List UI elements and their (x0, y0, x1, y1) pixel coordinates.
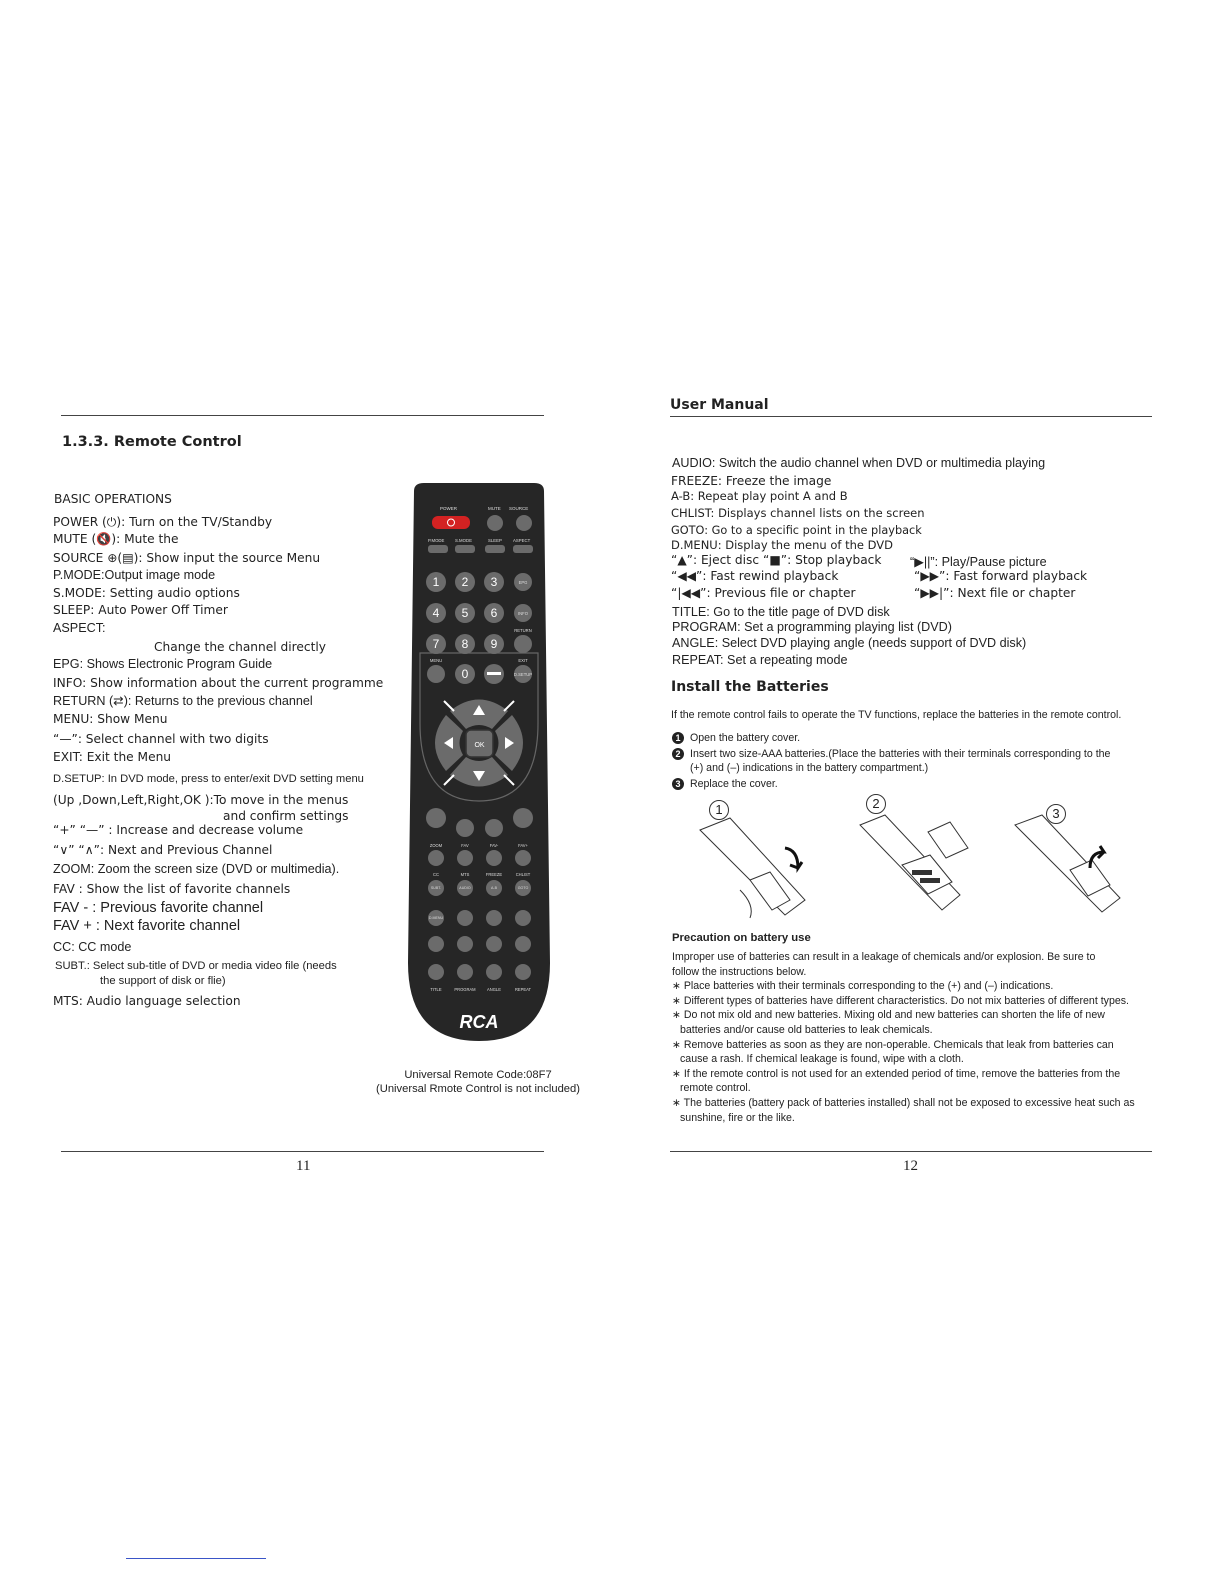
op-subt: SUBT.: Select sub-title of DVD or media video file (needs (55, 960, 337, 972)
right-bottom-rule (670, 1151, 1152, 1152)
svg-text:9: 9 (490, 637, 498, 651)
precaution-line: ∗ If the remote control is not used for an extended period of time, remove the batteries from the (672, 1067, 1121, 1080)
svg-text:S.MODE: S.MODE (455, 538, 472, 543)
rca-logo: RCA (459, 1012, 499, 1032)
svg-text:6: 6 (490, 606, 498, 620)
step-badge-1: 1 (672, 732, 684, 744)
step-1: 1 Open the battery cover. (672, 731, 1152, 745)
svg-text:SUBT.: SUBT. (430, 886, 442, 890)
svg-text:8: 8 (461, 637, 469, 651)
fn-program: PROGRAM: Set a programming playing list (DVD) (672, 620, 952, 634)
svg-text:GOTO: GOTO (517, 886, 529, 890)
svg-text:D.SETUP: D.SETUP (513, 672, 533, 677)
svg-text:AUDIO: AUDIO (459, 886, 471, 890)
svg-text:RETURN: RETURN (514, 628, 532, 633)
op-fav-plus: FAV + : Next favorite channel (53, 918, 241, 934)
precaution-line: follow the instructions below. (672, 965, 807, 978)
svg-text:2: 2 (461, 575, 469, 589)
fn-goto: GOTO: Go to a specific point in the playback (671, 524, 922, 537)
svg-text:7: 7 (432, 637, 440, 651)
fn-repeat: REPEAT: Set a repeating mode (672, 653, 848, 667)
op-mute: MUTE (🔇): Mute the (53, 532, 179, 546)
fn-chlist: CHLIST: Displays channel lists on the screen (671, 506, 925, 520)
source-button (516, 515, 532, 531)
fn-audio: AUDIO: Switch the audio channel when DVD or multimedia playing (672, 456, 1046, 470)
battery-figures (690, 810, 1130, 920)
precaution-line: ∗ The batteries (battery pack of batteries installed) shall not be exposed to excessive heat such as (672, 1096, 1135, 1109)
precaution-line: ∗ Place batteries with their terminals corresponding to the (+) and (–) indications. (672, 980, 1054, 993)
op-navigation-cont: and confirm settings (223, 809, 349, 823)
install-intro: If the remote control fails to operate the TV functions, replace the batteries in the remote control. (671, 709, 1122, 721)
op-cc: CC: CC mode (53, 940, 132, 954)
fn-angle: ANGLE: Select DVD playing angle (needs support of DVD disk) (672, 636, 1027, 650)
svg-text:ZOOM: ZOOM (429, 843, 443, 848)
precaution-title: Precaution on battery use (672, 932, 811, 944)
op-mts: MTS: Audio language selection (53, 994, 241, 1008)
svg-text:SLEEP: SLEEP (488, 538, 502, 543)
power-button (432, 516, 470, 529)
op-menu: MENU: Show Menu (53, 712, 168, 726)
precaution-line: batteries and/or cause old batteries to leak chemicals. (680, 1023, 933, 1036)
precaution-line: remote control. (680, 1082, 751, 1095)
svg-text:A-B: A-B (491, 886, 497, 890)
fn-play-pause: “▶||”: Play/Pause picture (910, 555, 1047, 569)
user-manual-header: User Manual (670, 397, 769, 413)
op-subt-cont: the support of disk or flie) (100, 975, 226, 987)
op-exit: EXIT: Exit the Menu (53, 750, 172, 764)
precaution-line: ∗ Remove batteries as soon as they are non-operable. Chemicals that leak from batteries can (672, 1038, 1114, 1051)
op-dsetup: D.SETUP: In DVD mode, press to enter/exit DVD setting menu (53, 773, 364, 785)
fn-previous: “|◀◀”: Previous file or chapter (671, 586, 856, 600)
svg-text:FREEZE: FREEZE (485, 872, 503, 877)
step-3: 3 Replace the cover. (672, 777, 1152, 791)
svg-text:FAV+: FAV+ (518, 843, 528, 848)
op-aspect: ASPECT: (53, 621, 106, 635)
figure-number-3: 3 (1046, 804, 1066, 824)
mute-button (487, 515, 503, 531)
basic-operations-title: BASIC OPERATIONS (54, 492, 172, 506)
op-volume: “+” “—” : Increase and decrease volume (53, 823, 304, 837)
svg-text:EPG: EPG (518, 580, 528, 585)
fn-fast-forward: “▶▶”: Fast forward playback (914, 569, 1088, 583)
op-dash: “—”: Select channel with two digits (53, 732, 269, 746)
svg-text:TITLE: TITLE (430, 987, 442, 992)
svg-text:MTS: MTS (460, 872, 470, 877)
op-source: SOURCE ⊕(▤): Show input the source Menu (53, 551, 321, 565)
svg-text:5: 5 (461, 606, 469, 620)
label-source: SOURCE (509, 506, 529, 511)
fn-rewind: “◀◀”: Fast rewind playback (671, 569, 839, 583)
svg-text:INFO: INFO (517, 611, 529, 616)
svg-text:ASPECT: ASPECT (513, 538, 531, 543)
op-power: POWER (⏻): Turn on the TV/Standby (53, 515, 273, 529)
left-top-rule (61, 415, 544, 416)
op-pmode: P.MODE:Output image mode (53, 568, 216, 582)
precaution-line: cause a rash. If chemical leakage is found, wipe with a cloth. (680, 1053, 964, 1066)
svg-text:FAV: FAV (461, 843, 469, 848)
svg-text:PROGRAM: PROGRAM (454, 987, 476, 992)
svg-text:3: 3 (490, 575, 498, 589)
page-number-left: 11 (296, 1158, 311, 1174)
svg-text:FAV-: FAV- (489, 843, 499, 848)
op-fav-minus: FAV - : Previous favorite channel (53, 900, 264, 916)
fn-freeze: FREEZE: Freeze the image (671, 474, 832, 488)
precaution-list (672, 950, 1152, 1125)
step-2-cont: (+) and (–) indications in the battery compartment.) (690, 762, 929, 774)
install-steps (672, 731, 1152, 791)
svg-text:CC: CC (433, 872, 439, 877)
svg-text:4: 4 (432, 606, 440, 620)
op-channel-direct: Change the channel directly (154, 640, 326, 654)
op-smode: S.MODE: Setting audio options (53, 586, 240, 600)
remote-code-caption: Universal Remote Code:08F7 (Universal Rmote Control is not included) (376, 1069, 580, 1095)
precaution-line: ∗ Different types of batteries have different characteristics. Do not mix batteries of different types. (672, 994, 1129, 1007)
op-return: RETURN (⇄): Returns to the previous channel (53, 694, 313, 708)
fn-dmenu: D.MENU: Display the menu of the DVD (671, 538, 893, 552)
svg-text:REPEAT: REPEAT (514, 987, 532, 992)
svg-text:ANGLE: ANGLE (487, 987, 501, 992)
precaution-line: ∗ Do not mix old and new batteries. Mixing old and new batteries can shorten the life of new (672, 1009, 1105, 1022)
fn-ab: A-B: Repeat play point A and B (671, 489, 848, 503)
label-power: POWER (440, 506, 458, 511)
step-badge-2: 2 (672, 748, 684, 760)
figure-number-2: 2 (866, 794, 886, 814)
remote-control-svg (406, 483, 552, 1043)
op-epg: EPG: Shows Electronic Program Guide (53, 657, 273, 671)
op-info: INFO: Show information about the current programme (53, 676, 384, 690)
svg-text:EXIT: EXIT (518, 658, 528, 663)
right-top-rule (670, 416, 1152, 417)
figure-number-1: 1 (709, 800, 729, 820)
step-badge-3: 3 (672, 778, 684, 790)
op-zoom: ZOOM: Zoom the screen size (DVD or multimedia). (53, 862, 340, 876)
op-fav: FAV : Show the list of favorite channels (53, 882, 291, 896)
op-sleep: SLEEP: Auto Power Off Timer (53, 603, 228, 617)
svg-text:P.MODE: P.MODE (428, 538, 445, 543)
bottom-link-underline (126, 1558, 266, 1559)
precaution-line: Improper use of batteries can result in a leakage of chemicals and/or explosion. Be sure to (672, 951, 1096, 963)
step-2: 2 Insert two size-AAA batteries.(Place the batteries with their terminals corresponding to the (672, 747, 1152, 761)
svg-text:0: 0 (461, 667, 469, 681)
svg-text:D.MENU: D.MENU (428, 916, 444, 920)
op-channel: “∨” “∧”: Next and Previous Channel (53, 843, 273, 857)
left-bottom-rule (61, 1151, 544, 1152)
svg-text:MENU: MENU (429, 658, 443, 663)
svg-text:1: 1 (432, 575, 440, 589)
svg-text:CHLIST: CHLIST (515, 872, 531, 877)
remote-control-image (406, 483, 552, 1043)
fn-eject-stop: “▲”: Eject disc “■”: Stop playback (671, 553, 882, 567)
label-mute: MUTE (488, 506, 501, 511)
op-navigation: (Up ,Down,Left,Right,OK ):To move in the menus (53, 793, 349, 807)
fn-next: “▶▶|”: Next file or chapter (914, 586, 1076, 600)
install-batteries-title: Install the Batteries (671, 679, 829, 695)
svg-text:OK: OK (474, 742, 485, 749)
fn-title: TITLE: Go to the title page of DVD disk (672, 605, 890, 619)
precaution-line: sunshine, fire or the like. (680, 1111, 795, 1124)
section-title: 1.3.3. Remote Control (62, 434, 242, 450)
page-number-right: 12 (903, 1158, 918, 1174)
